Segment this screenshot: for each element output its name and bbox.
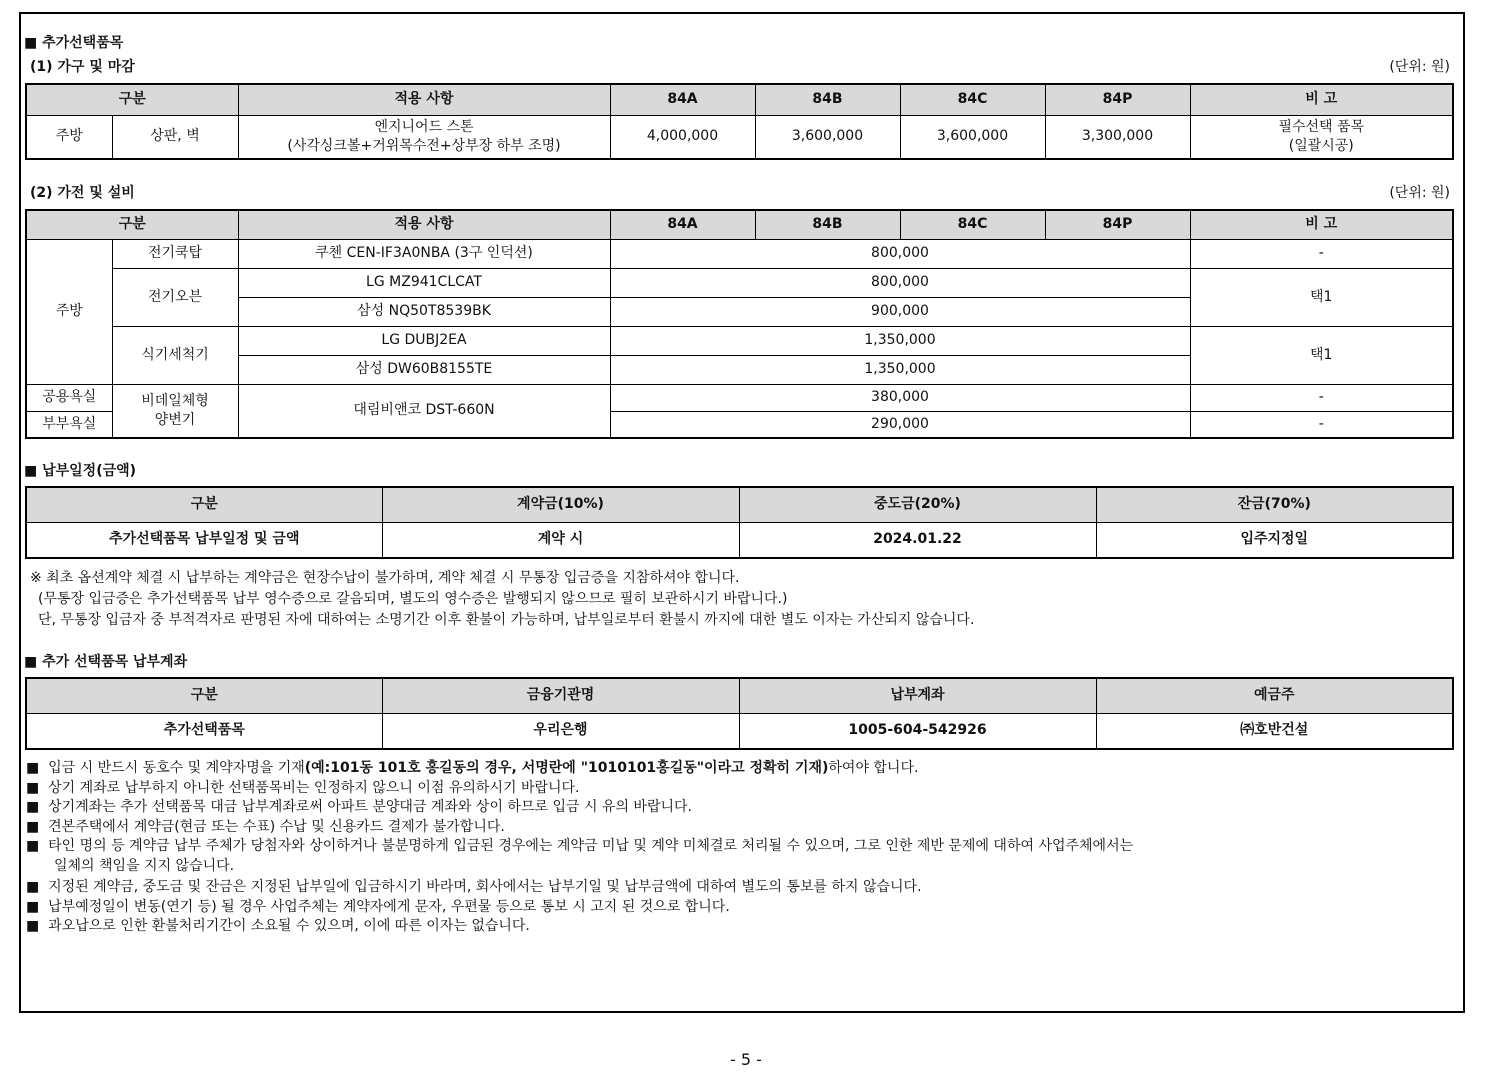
- header-category: 구분: [26, 210, 238, 239]
- unit-label-2: (단위: 원): [1389, 185, 1450, 201]
- header-holder: 예금주: [1096, 678, 1453, 713]
- furniture-table: [25, 83, 1454, 160]
- cell-dish-price-2: 1,350,000: [610, 355, 1190, 384]
- header-deposit: 계약금(10%): [382, 487, 739, 522]
- header-account: 납부계좌: [739, 678, 1096, 713]
- header-84c: 84C: [900, 210, 1045, 239]
- cell-oven-note: 택1: [1190, 268, 1453, 326]
- header-84a: 84A: [610, 210, 755, 239]
- cell-note: 필수선택 품목 (일괄시공): [1190, 115, 1453, 159]
- cell-cooktop: 전기쿡탑: [112, 239, 238, 268]
- account-note: ■ 입금 시 반드시 동호수 및 계약자명을 기재(예:101동 101호 홍길동의 경우, 서명란에 "1010101홍길동"이라고 정확히 기재)하여야 합니다.: [26, 760, 919, 776]
- cell-oven-model-2: 삼성 NQ50T8539BK: [238, 297, 610, 326]
- cell-deposit: 계약 시: [382, 522, 739, 558]
- cell-kitchen: 주방: [26, 115, 112, 159]
- cell-bank: 우리은행: [382, 713, 739, 749]
- header-bank: 금융기관명: [382, 678, 739, 713]
- header-note: 비 고: [1190, 210, 1453, 239]
- cell-common-bath: 공용욕실: [26, 384, 112, 411]
- cell-bidet-price-1: 380,000: [610, 384, 1190, 411]
- schedule-note: ※ 최초 옵션계약 체결 시 납부하는 계약금은 현장수납이 불가하며, 계약 체결 시 무통장 입금증을 지참하셔야 합니다.: [30, 570, 740, 586]
- header-balance: 잔금(70%): [1096, 487, 1453, 522]
- header-84a: 84A: [610, 84, 755, 115]
- cell-balance: 입주지정일: [1096, 522, 1453, 558]
- section-title-account: ■ 추가 선택품목 납부계좌: [24, 654, 188, 670]
- cell-dishwasher: 식기세척기: [112, 326, 238, 384]
- account-note-cont: 일체의 책임을 지지 않습니다.: [54, 858, 235, 874]
- account-note: ■ 상기 계좌로 납부하지 아니한 선택품목비는 인정하지 않으니 이점 유의하시기 바랍니다.: [26, 780, 580, 796]
- cell-price-84a: 4,000,000: [610, 115, 755, 159]
- header-category: 구분: [26, 487, 382, 522]
- schedule-note: (무통장 입금증은 추가선택품목 납부 영수증으로 갈음되며, 별도의 영수증은 발행되지 않으므로 필히 보관하시기 바랍니다.): [38, 591, 788, 607]
- cell-price-84c: 3,600,000: [900, 115, 1045, 159]
- subsection-title-furniture: (1) 가구 및 마감: [30, 59, 135, 75]
- cell-oven-price-1: 800,000: [610, 268, 1190, 297]
- cell-schedule-label: 추가선택품목 납부일정 및 금액: [26, 522, 382, 558]
- account-note: ■ 지정된 계약금, 중도금 및 잔금은 지정된 납부일에 입금하시기 바라며, 회사에서는 납부기일 및 납부금액에 대하여 별도의 통보를 하지 않습니다.: [26, 879, 922, 895]
- cell-interim: 2024.01.22: [739, 522, 1096, 558]
- cell-price-84p: 3,300,000: [1045, 115, 1190, 159]
- cell-oven-model-1: LG MZ941CLCAT: [238, 268, 610, 297]
- cell-holder: ㈜호반건설: [1096, 713, 1453, 749]
- cell-cooktop-model: 쿠첸 CEN-IF3A0NBA (3구 인덕션): [238, 239, 610, 268]
- schedule-table: [25, 486, 1454, 559]
- cell-item: 상판, 벽: [112, 115, 238, 159]
- cell-master-bath: 부부욕실: [26, 411, 112, 438]
- header-apply: 적용 사항: [238, 210, 610, 239]
- account-table: [25, 677, 1454, 750]
- header-84c: 84C: [900, 84, 1045, 115]
- cell-apply: 엔지니어드 스톤 (사각싱크볼+거위목수전+상부장 하부 조명): [238, 115, 610, 159]
- cell-account-number: 1005-604-542926: [739, 713, 1096, 749]
- header-interim: 중도금(20%): [739, 487, 1096, 522]
- header-note: 비 고: [1190, 84, 1453, 115]
- cell-dish-model-1: LG DUBJ2EA: [238, 326, 610, 355]
- header-84p: 84P: [1045, 84, 1190, 115]
- cell-account-label: 추가선택품목: [26, 713, 382, 749]
- account-note: ■ 견본주택에서 계약금(현금 또는 수표) 수납 및 신용카드 결제가 불가합니다.: [26, 819, 505, 835]
- cell-price-84b: 3,600,000: [755, 115, 900, 159]
- account-note: ■ 상기계좌는 추가 선택품목 대금 납부계좌로써 아파트 분양대금 계좌와 상이 하므로 입금 시 유의 바랍니다.: [26, 799, 692, 815]
- cell-bidet-note-1: -: [1190, 384, 1453, 411]
- cell-cooktop-price: 800,000: [610, 239, 1190, 268]
- cell-dish-note: 택1: [1190, 326, 1453, 384]
- cell-bidet-note-2: -: [1190, 411, 1453, 438]
- unit-label: (단위: 원): [1389, 59, 1450, 75]
- header-apply: 적용 사항: [238, 84, 610, 115]
- header-category: 구분: [26, 678, 382, 713]
- account-note: ■ 과오납으로 인한 환불처리기간이 소요될 수 있으며, 이에 따른 이자는 없습니다.: [26, 918, 530, 934]
- cell-bidet-price-2: 290,000: [610, 411, 1190, 438]
- cell-kitchen: 주방: [26, 239, 112, 384]
- cell-cooktop-note: -: [1190, 239, 1453, 268]
- cell-oven-price-2: 900,000: [610, 297, 1190, 326]
- cell-dish-price-1: 1,350,000: [610, 326, 1190, 355]
- appliance-table: [25, 209, 1454, 439]
- cell-bidet: 비데일체형 양변기: [112, 384, 238, 438]
- subsection-title-appliances: (2) 가전 및 설비: [30, 185, 135, 201]
- account-note: ■ 타인 명의 등 계약금 납부 주체가 당첨자와 상이하거나 불분명하게 입금된 경우에는 계약금 미납 및 계약 미체결로 처리될 수 있으며, 그로 인한 제반 문제에 대하여 사업주체에서는: [26, 838, 1134, 854]
- header-84p: 84P: [1045, 210, 1190, 239]
- header-84b: 84B: [755, 210, 900, 239]
- header-category: 구분: [26, 84, 238, 115]
- schedule-note: 단, 무통장 입금자 중 부적격자로 판명된 자에 대하여는 소명기간 이후 환불이 가능하며, 납부일로부터 환불시 까지에 대한 별도 이자는 가산되지 않습니다.: [38, 612, 975, 628]
- section-title-options: ■ 추가선택품목: [24, 35, 124, 51]
- account-note: ■ 납부예정일이 변동(연기 등) 될 경우 사업주체는 계약자에게 문자, 우편물 등으로 통보 시 고지 된 것으로 합니다.: [26, 899, 730, 915]
- cell-dish-model-2: 삼성 DW60B8155TE: [238, 355, 610, 384]
- cell-bidet-model: 대림비앤코 DST-660N: [238, 384, 610, 438]
- header-84b: 84B: [755, 84, 900, 115]
- page-number: - 5 -: [730, 1050, 762, 1069]
- cell-oven: 전기오븐: [112, 268, 238, 326]
- section-title-schedule: ■ 납부일정(금액): [24, 463, 137, 479]
